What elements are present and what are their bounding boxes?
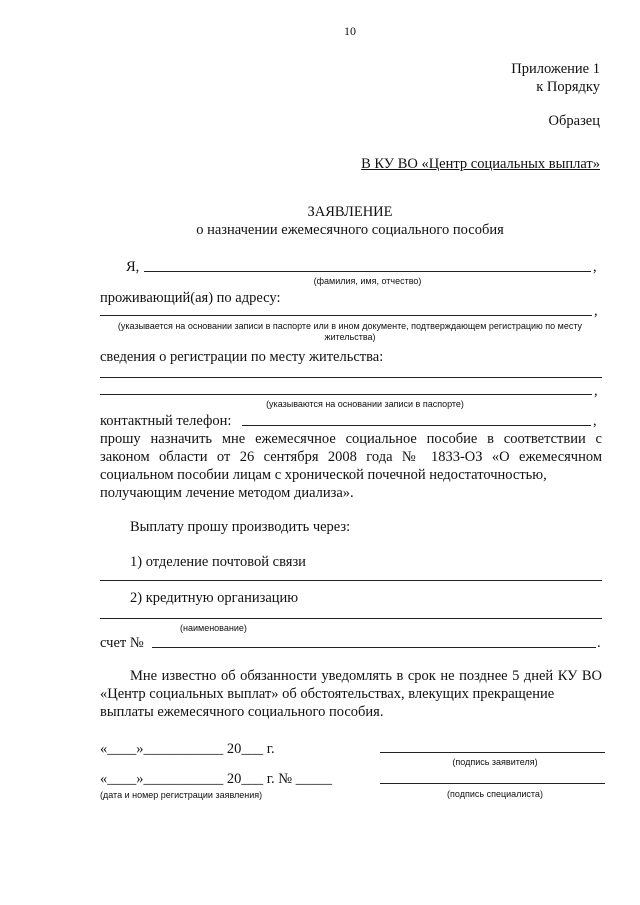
- notice-text: Мне известно об обязанности уведомлять в срок не позднее 5 дней КУ ВО «Центр социальных выплат» об обстоятельствах, влекущих прекращение: [100, 668, 602, 702]
- request-text: прошу назначить мне ежемесячное социальное пособие в соответствии с законом области от 26 сентября 2008 года № 1833-ОЗ «О ежемесячном социальном пособии лицам с хронической почечной недостаточностью,: [100, 431, 602, 483]
- name-comma: ,: [593, 259, 597, 275]
- address-field-line[interactable]: [100, 315, 592, 316]
- notice-paragraph: [100, 667, 602, 721]
- post-office-field-line[interactable]: [100, 580, 602, 581]
- page-number: 10: [344, 24, 356, 38]
- document-subtitle: о назначении ежемесячного социального пособия: [196, 222, 504, 238]
- applicant-signature-line[interactable]: [380, 752, 605, 753]
- addressee: В КУ ВО «Центр социальных выплат»: [361, 156, 600, 172]
- registration-date-line[interactable]: «____»___________ 20___ г. № _____: [100, 771, 333, 787]
- name-field-line[interactable]: [144, 271, 591, 272]
- appendix-line-1: Приложение 1: [511, 61, 600, 77]
- sample-label: Образец: [548, 113, 600, 129]
- request-text-last: получающим лечение методом диализа».: [100, 485, 354, 501]
- registration-date-hint: (дата и номер регистрации заявления): [100, 790, 263, 800]
- notice-text-last: выплаты ежемесячного социального пособия.: [100, 704, 384, 720]
- address-label: проживающий(ая) по адресу:: [100, 290, 281, 306]
- phone-field-line[interactable]: [242, 425, 591, 426]
- request-paragraph: [100, 430, 602, 502]
- registration-field-line-1[interactable]: [100, 377, 602, 378]
- payment-option-post: 1) отделение почтовой связи: [130, 554, 306, 570]
- appendix-line-2: к Порядку: [536, 79, 600, 95]
- address-comma: ,: [594, 303, 598, 319]
- specialist-signature-line[interactable]: [380, 783, 605, 784]
- name-hint: (фамилия, имя, отчество): [313, 276, 422, 286]
- registration-label: сведения о регистрации по месту жительства:: [100, 349, 384, 365]
- registration-field-line-2[interactable]: [100, 394, 592, 395]
- application-date-line[interactable]: «____»___________ 20___ г.: [100, 741, 275, 757]
- bank-name-hint: (наименование): [180, 623, 247, 633]
- i-label: Я,: [126, 259, 140, 275]
- registration-hint: (указываются на основании записи в паспорте): [266, 399, 464, 409]
- account-field-line[interactable]: [152, 647, 596, 648]
- registration-comma: ,: [594, 383, 598, 399]
- address-hint: (указывается на основании записи в паспорте или в ином документе, подтверждающем регистрацию по месту жительства): [117, 321, 583, 342]
- applicant-signature-hint: (подпись заявителя): [452, 757, 538, 767]
- document-title: ЗАЯВЛЕНИЕ: [307, 204, 393, 220]
- account-end: .: [597, 635, 601, 651]
- account-label: счет №: [100, 635, 144, 651]
- specialist-signature-hint: (подпись специалиста): [447, 789, 543, 799]
- bank-name-field-line[interactable]: [100, 618, 602, 619]
- phone-comma: ,: [593, 413, 597, 429]
- payment-option-bank: 2) кредитную организацию: [130, 590, 299, 606]
- payment-label: Выплату прошу производить через:: [130, 519, 351, 535]
- phone-label: контактный телефон:: [100, 413, 232, 429]
